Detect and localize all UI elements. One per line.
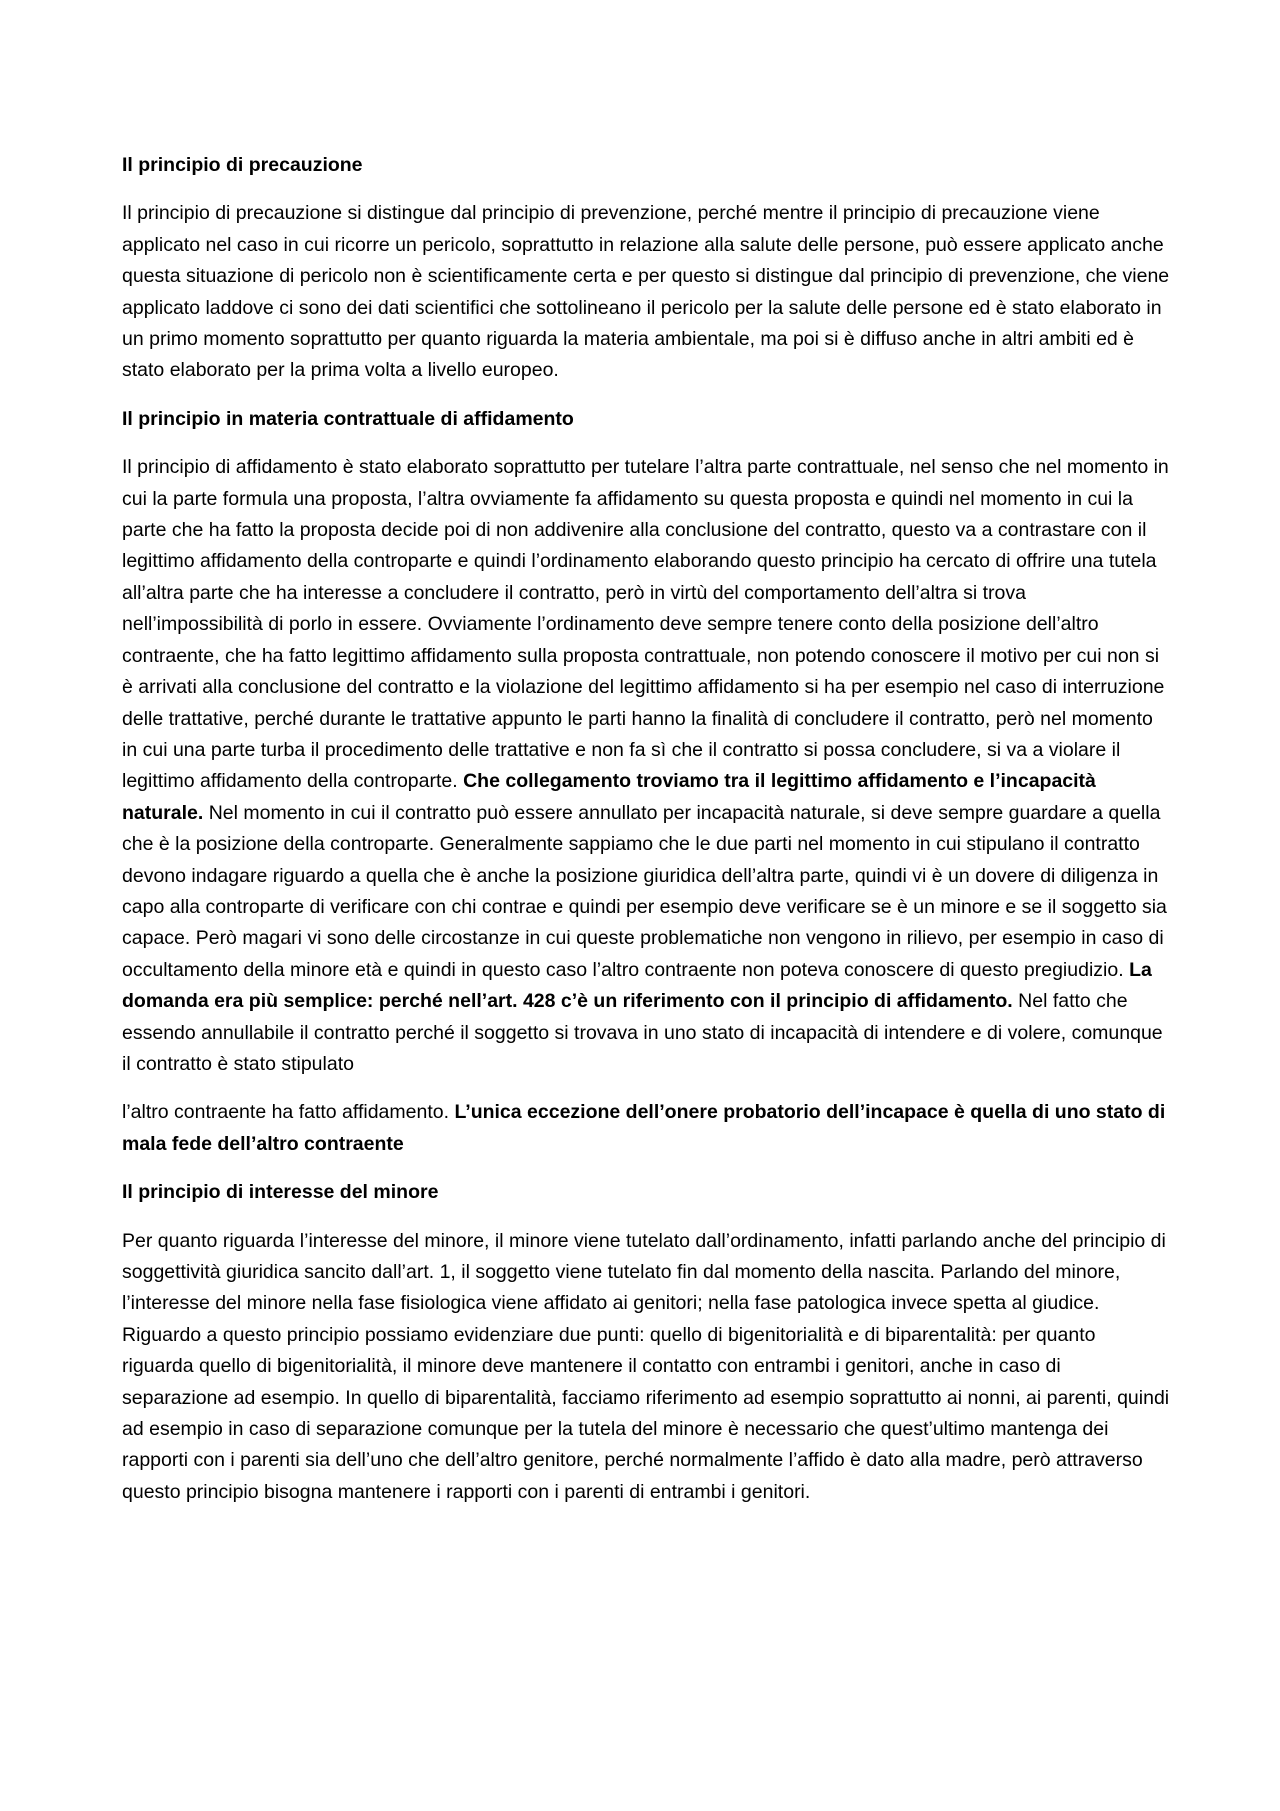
paragraph-text: Il principio di affidamento è stato elaborato soprattutto per tutelare l’altra parte contrattuale, nel senso che nel momento in cui la parte formula una proposta, l’altra ovviamente fa affidamento su questa proposta e quindi nel momento in cui la parte che ha fatto la proposta decide poi di non addivenire alla conclusione del contratto, questo va a contrastare con il legittimo affidamento della controparte e quindi l’ordinamento elaborando questo principio ha cercato di offrire una tutela all’altra parte che ha interesse a concludere il contratto, però in virtù del comportamento dell’altra si trova nell’impossibilità di porlo in essere. Ovviamente l’ordinamento deve sempre tenere conto della posizione dell’altro contraente, che ha fatto legittimo affidamento sulla proposta contrattuale, non potendo conoscere il motivo per cui non si è arrivati alla conclusione del contratto e la violazione del legittimo affidamento si ha per esempio nel caso di interruzione delle trattative, perché durante le trattative appunto le parti hanno la finalità di concludere il contratto, però nel momento in cui una parte turba il procedimento delle trattative e non fa sì che il contratto si possa concludere, si va a violare il legittimo affidamento della controparte. (122, 456, 1169, 793)
bold-question: La domanda era più semplice: perché nell’art. 428 c’è un riferimento con il principio di affidamento. (122, 958, 1152, 1013)
section-heading-precauzione: Il principio di precauzione (122, 154, 363, 176)
paragraph-interesse-minore: Per quanto riguarda l’interesse del minore, il minore viene tutelato dall’ordinamento, infatti parlando anche del principio di soggettività giuridica sancito dall’art. 1, il soggetto viene tutelato fin dal momento della nascita. Parlando del minore, l’interesse del minore nella fase fisiologica viene affidato ai genitori; nella fase patologica invece spetta al giudice. Riguardo a questo principio possiamo evidenziare due punti: quello di bigenitorialità e di biparentalità: per quanto riguarda quello di bigenitorialità, il minore deve mantenere il contatto con entrambi i genitori, anche in caso di separazione ad esempio. In quello di biparentalità, facciamo riferimento ad esempio soprattutto ai nonni, ai parenti, quindi ad esempio in caso di separazione comunque per la tutela del minore è necessario che quest’ultimo mantenga dei rapporti con i parenti sia dell’uno che dell’altro genitore, perché normalmente l’affido è dato alla madre, però attraverso questo principio bisogna mantenere i rapporti con i parenti di entrambi i genitori. (122, 1229, 1170, 1503)
section-heading-interesse-minore: Il principio di interesse del minore (122, 1181, 439, 1204)
paragraph-precauzione: Il principio di precauzione si distingue dal principio di prevenzione, perché mentre il principio di precauzione viene applicato nel caso in cui ricorre un pericolo, soprattutto in relazione alla salute delle persone, può essere applicato anche questa situazione di pericolo non è scientificamente certa e per questo si distingue dal principio di prevenzione, che viene applicato laddove ci sono dei dati scientifici che sottolineano il pericolo per la salute delle persone ed è stato elaborato in un primo momento soprattutto per quanto riguarda la materia ambientale, ma poi si è diffuso anche in altri ambiti ed è stato elaborato per la prima volta a livello europeo. (122, 202, 1170, 382)
paragraph-text: Nel momento in cui il contratto può essere annullato per incapacità naturale, si deve sempre guardare a quella che è la posizione della controparte. Generalmente sappiamo che le due parti nel momento in cui stipulano il contratto devono indagare riguardo a quella che è anche la posizione giuridica dell’altra parte, quindi vi è un dovere di diligenza in capo alla controparte di verificare con chi contrae e quindi per esempio deve verificare se è un minore e se il soggetto sia capace. Però magari vi sono delle circostanze in cui queste problematiche non vengono in rilievo, per esempio in caso di occultamento della minore età e quindi in questo caso l’altro contraente non poteva conoscere di questo pregiudizio. (122, 801, 1167, 981)
document-page (122, 150, 1170, 1525)
section-heading-affidamento: Il principio in materia contrattuale di affidamento (122, 407, 574, 430)
paragraph-text: l’altro contraente ha fatto affidamento. (122, 1101, 455, 1124)
paragraph-affidamento-continuation (122, 1097, 1170, 1160)
bold-question: Che collegamento troviamo tra il legittimo affidamento e l’incapacità naturale. (122, 770, 1096, 824)
bold-statement: L’unica eccezione dell’onere probatorio dell’incapace è quella di uno stato di mala fede dell’altro contraente (122, 1101, 1166, 1155)
paragraph-affidamento (122, 452, 1170, 1080)
paragraph-text: Nel fatto che essendo annullabile il contratto perché il soggetto si trovava in uno stato di incapacità di intendere e di volere, comunque il contratto è stato stipulato (122, 990, 1163, 1075)
